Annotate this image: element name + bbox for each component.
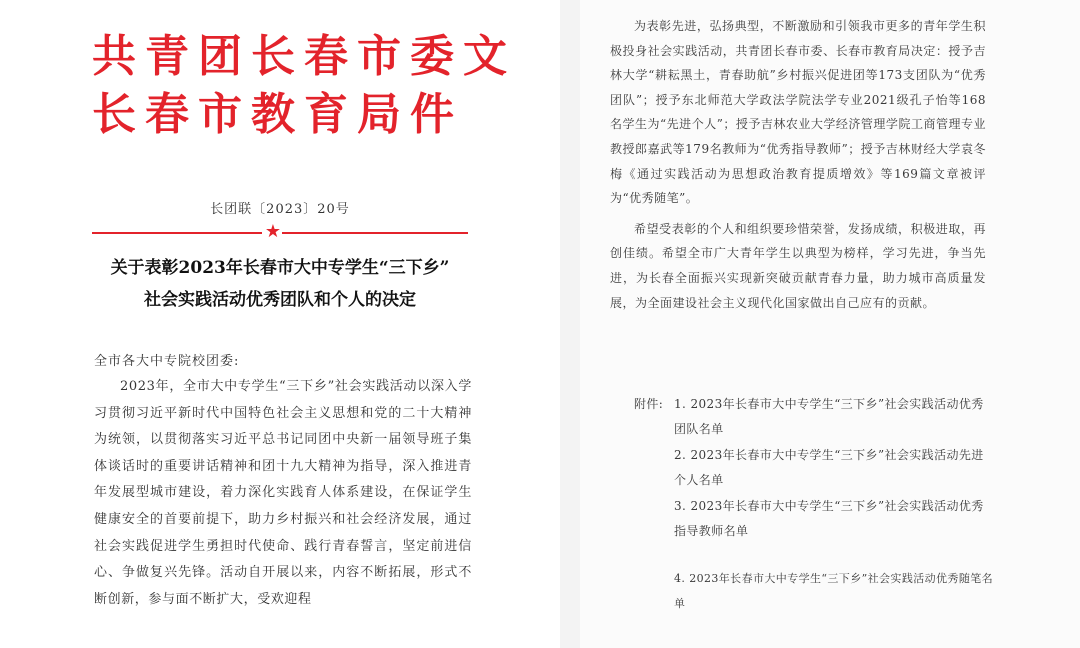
document-masthead <box>92 28 516 144</box>
document-number: 长团联〔2023〕20号 <box>210 202 350 217</box>
red-star-icon: ★ <box>264 221 282 242</box>
addressee: 全市各大中专院校团委: <box>94 354 240 369</box>
document-title <box>0 252 560 316</box>
attachment-item-3: 3. 2023年长春市大中专学生“三下乡”社会实践活动优秀指导教师名单 <box>674 499 984 538</box>
attachment-item-1: 1. 2023年长春市大中专学生“三下乡”社会实践活动优秀团队名单 <box>674 397 984 436</box>
decision-text <box>610 14 986 321</box>
red-divider-right <box>282 232 468 234</box>
masthead-line-2: 长春市教育局件 <box>92 89 463 140</box>
hope-paragraph: 希望受表彰的个人和组织要珍惜荣誉，发扬成绩，积极进取，再创佳绩。希望全市广大青年学生以典型为榜样，学习先进，争当先进，为长春全面振兴实现新突破贡献青春力量，助力城市高质量发展，为全面建设社会主义现代化国家做出自己应有的贡献。 <box>610 221 986 310</box>
attachments-label: 附件: <box>634 397 664 411</box>
title-line-1: 关于表彰2023年长春市大中专学生“三下乡” <box>110 258 450 278</box>
body-paragraph: 2023年，全市大中专学生“三下乡”社会实践活动以深入学习贯彻习近平新时代中国特色社会主义思想和党的二十大精神为统领，以贯彻落实习近平总书记同团中央新一届领导班子集体谈话时的重要讲话精神和团十九大精神为指导，深入推进青年发展型城市建设，着力深化实践育人体系建设，在保证学生健康安全的首要前提下，助力乡村振兴和社会经济发展，通过社会实践促进学生勇担时代使命、践行青春誓言，坚定前进信心、争做复兴先锋。活动自开展以来，内容不断拓展，形式不断创新，参与面不断扩大，受欢迎程 <box>94 379 472 607</box>
page-gutter <box>560 0 580 648</box>
attachment-item-2: 2. 2023年长春市大中专学生“三下乡”社会实践活动先进个人名单 <box>674 448 984 487</box>
title-line-2: 社会实践活动优秀团队和个人的决定 <box>144 290 416 310</box>
right-document-page <box>580 0 1080 648</box>
decision-paragraph: 为表彰先进，弘扬典型，不断激励和引领我市更多的青年学生积极投身社会实践活动，共青团长春市委、长春市教育局决定：授予吉林大学“耕耘黑土，青春助航”乡村振兴促进团等173支团队为“优秀团队”；授予东北师范大学政法学院法学专业2021级孔子怡等168名学生为“先进个人”；授予吉林农业大学经济管理学院工商管理专业教授郎嘉武等179名教师为“优秀指导教师”；授予吉林财经大学袁冬梅《通过实践活动为思想政治教育提质增效》等169篇文章被评为“优秀随笔”。 <box>610 19 986 206</box>
attachments-list <box>634 392 994 617</box>
attachment-item-4: 4. 2023年长春市大中专学生“三下乡”社会实践活动优秀随笔名单 <box>674 572 994 610</box>
masthead-line-1: 共青团长春市委文 <box>92 31 516 82</box>
red-divider-left <box>92 232 262 234</box>
